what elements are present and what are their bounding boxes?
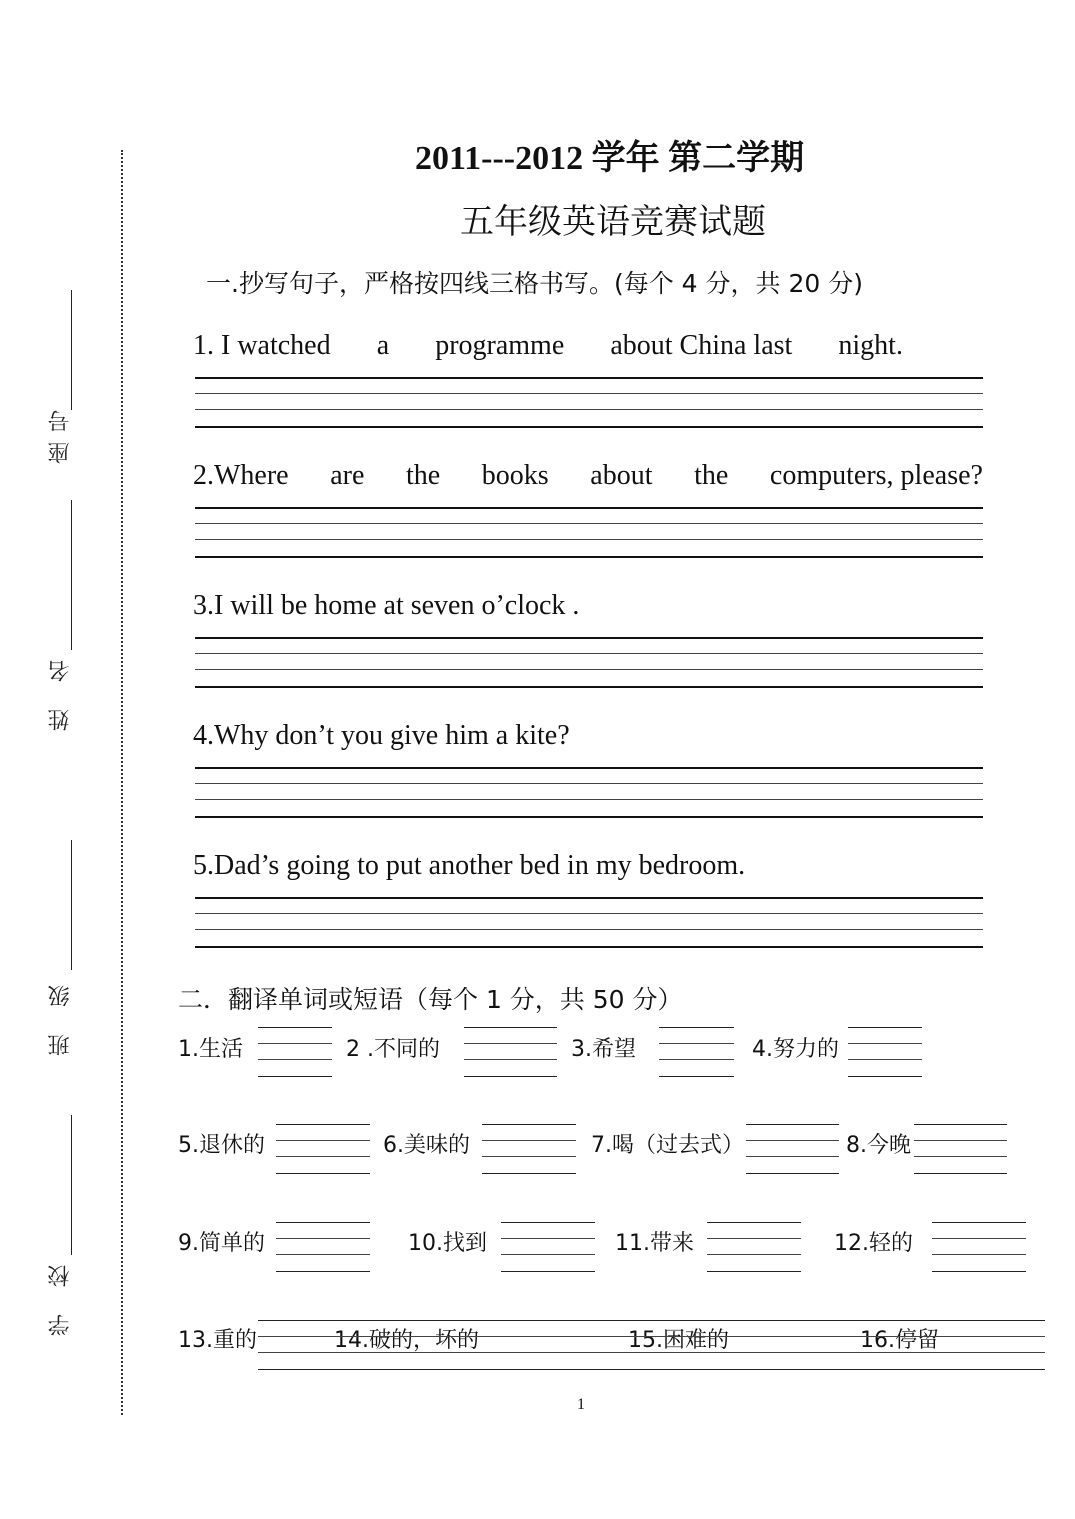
word: books xyxy=(481,460,549,491)
vocab-blank-1[interactable] xyxy=(258,1027,332,1077)
vocab-item-6: 6.美味的 xyxy=(383,1133,470,1158)
vocab-item-8: 8.今晚 xyxy=(846,1133,911,1158)
name-blank[interactable] xyxy=(71,500,72,650)
writing-lines-5[interactable] xyxy=(195,897,983,947)
vocab-blank-12[interactable] xyxy=(932,1222,1026,1272)
vocab-item-15: 15.困难的 xyxy=(628,1328,729,1353)
vocab-item-9: 9.简单的 xyxy=(178,1231,265,1256)
vocab-blank-9[interactable] xyxy=(276,1222,370,1272)
page-number: 1 xyxy=(577,1396,585,1413)
writing-lines-4[interactable] xyxy=(195,767,983,817)
word: the xyxy=(405,460,441,491)
vocab-item-16: 16.停留 xyxy=(860,1328,939,1353)
vocab-item-13: 13.重的 xyxy=(178,1328,257,1353)
vocab-blank-3[interactable] xyxy=(659,1027,734,1077)
writing-lines-2[interactable] xyxy=(195,507,983,557)
vocab-item-4: 4.努力的 xyxy=(752,1037,839,1062)
seat-number-label: 座号 xyxy=(48,400,73,464)
word: are xyxy=(330,460,365,491)
word: 2.Where xyxy=(193,460,289,491)
sentence-3: 3.I will be home at seven o’clock . xyxy=(193,590,580,621)
word: the xyxy=(694,460,729,491)
vocab-item-1: 1.生活 xyxy=(178,1037,243,1062)
word: programme xyxy=(435,330,565,361)
vocab-item-12: 12.轻的 xyxy=(834,1231,913,1256)
vocab-item-3: 3.希望 xyxy=(571,1037,636,1062)
word: about China last xyxy=(610,330,793,361)
vocab-blank-row4[interactable] xyxy=(258,1320,1045,1370)
vocab-blank-10[interactable] xyxy=(501,1222,595,1272)
school-label: 学 校 xyxy=(48,1255,73,1336)
vocab-item-5: 5.退休的 xyxy=(178,1133,265,1158)
school-blank[interactable] xyxy=(71,1115,72,1255)
page-subtitle: 五年级英语竞赛试题 xyxy=(460,202,766,242)
word: a xyxy=(376,330,390,361)
sentence-1 xyxy=(193,330,903,362)
section1-heading: 一.抄写句子，严格按四线三格书写。(每个 4 分，共 20 分) xyxy=(206,269,863,298)
writing-lines-3[interactable] xyxy=(195,637,983,687)
vocab-blank-11[interactable] xyxy=(707,1222,801,1272)
seat-number-blank[interactable] xyxy=(71,290,72,410)
sentence-2 xyxy=(193,460,983,492)
writing-lines-1[interactable] xyxy=(195,377,983,427)
name-label: 姓 名 xyxy=(48,650,73,731)
word: about xyxy=(590,460,653,491)
page-title: 2011---2012 学年 第二学期 xyxy=(415,140,805,177)
vocab-item-7: 7.喝（过去式） xyxy=(591,1133,744,1158)
section2-heading: 二．翻译单词或短语（每个 1 分，共 50 分） xyxy=(178,985,683,1014)
word: night. xyxy=(838,330,903,361)
word: computers, please? xyxy=(769,460,983,491)
sentence-5: 5.Dad’s going to put another bed in my bedroom. xyxy=(193,850,746,881)
vocab-item-10: 10.找到 xyxy=(408,1231,487,1256)
word: 1. I watched xyxy=(193,330,331,361)
class-blank[interactable] xyxy=(71,840,72,970)
vocab-blank-8[interactable] xyxy=(914,1124,1007,1174)
binding-dotted-line xyxy=(121,150,123,1415)
vocab-blank-4[interactable] xyxy=(848,1027,922,1077)
vocab-item-14: 14.破的，坏的 xyxy=(334,1328,479,1353)
vocab-item-2: 2 .不同的 xyxy=(346,1037,440,1062)
vocab-blank-2[interactable] xyxy=(464,1027,557,1077)
vocab-blank-6[interactable] xyxy=(482,1124,576,1174)
class-label: 班 级 xyxy=(48,975,73,1056)
vocab-blank-7[interactable] xyxy=(746,1124,839,1174)
vocab-blank-5[interactable] xyxy=(276,1124,370,1174)
sentence-4: 4.Why don’t you give him a kite? xyxy=(193,720,570,751)
vocab-item-11: 11.带来 xyxy=(615,1231,694,1256)
